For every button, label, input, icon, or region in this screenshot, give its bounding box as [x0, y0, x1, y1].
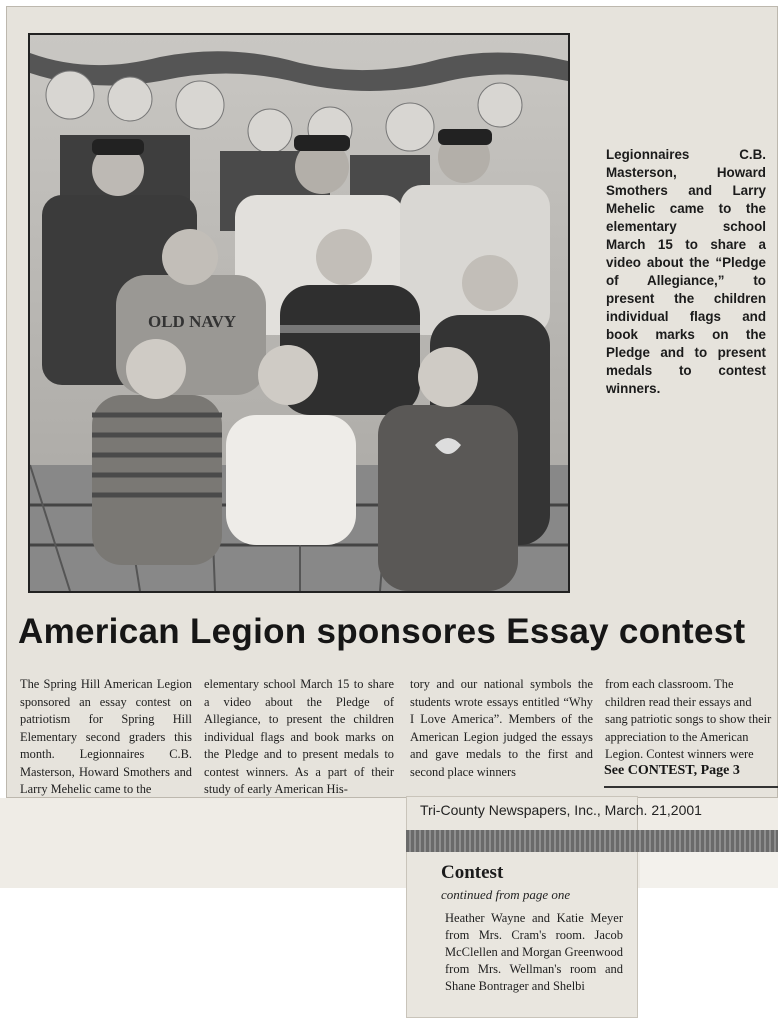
photo-caption: Legionnaires C.B. Masterson, Howard Smothers and Larry Mehelic came to the elementary school March 15 to share a video about the “Pledge of Allegiance,” to present the children individual flags and book marks on the Pledge and to present medals to contest winners. [606, 147, 766, 396]
article-column-1: The Spring Hill American Legion sponsored an essay contest on patriotism for Spring Hill Elementary second graders this month. Legionnaires C.B. Masterson, Howard Smothers and Larry Mehelic came to the [20, 677, 192, 796]
article-column-3: tory and our national symbols the students wrote essays entitled “Why I Love America”. Members of the American Legion judged the essays and gave medals to the first and second place winners [410, 677, 593, 779]
article-headline: American Legion sponsores Essay contest [18, 612, 746, 651]
article-column-2: elementary school March 15 to share a video about the Pledge of Allegiance, to present the children individual flags and book marks on the Pledge and to present medals to contest winners. As a part of their study of early American His- [204, 677, 394, 796]
column-4-line: from each classroom. The [605, 677, 734, 691]
continued-subtitle: continued from page one [441, 887, 571, 902]
column-4-line: Legion. Contest winners were [605, 747, 754, 761]
continued-title: Contest [441, 862, 504, 883]
shirt-text: OLD NAVY [148, 312, 237, 331]
column-4-line: appreciation to the American [605, 729, 749, 744]
column-4-line: sang patriotic songs to show their [605, 712, 772, 726]
see-contest-jump: See CONTEST, Page 3 [604, 763, 740, 778]
article-photo [28, 33, 570, 593]
dark-band [406, 830, 778, 852]
paper-edge [640, 852, 778, 888]
column-4-line: children read their essays and [605, 694, 752, 709]
newspaper-dateline: Tri-County Newspapers, Inc., March. 21,2001 [420, 802, 702, 818]
continued-body: Heather Wayne and Katie Meyer from Mrs. Cram's room. Jacob McClellen and Morgan Greenwood from Mrs. Wellman's room and Shane Bontrager and Shelbi [445, 911, 623, 993]
article-column-4 [605, 676, 778, 764]
rule-divider [604, 786, 778, 788]
photo-illustration [30, 35, 568, 591]
